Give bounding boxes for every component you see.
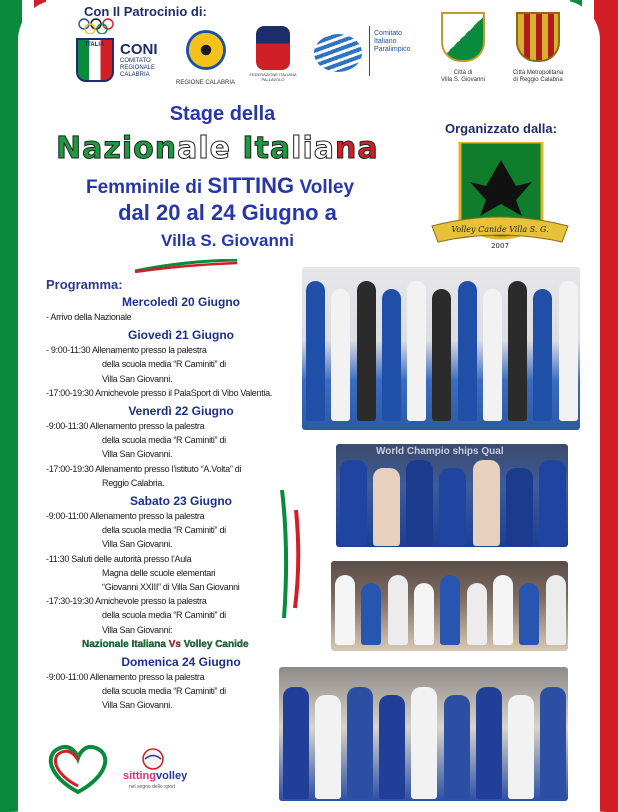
person-figure — [388, 575, 408, 645]
villa-caption-line-1: Città di — [453, 70, 473, 76]
program-line: -9:00-11:00 Allenamento presso la palestra — [46, 671, 205, 682]
program-day-heading: Domenica 24 Giugno — [121, 654, 241, 669]
org-year-text: 2007 — [491, 242, 509, 250]
program-day-heading: Giovedì 21 Giugno — [127, 328, 234, 343]
rc-crest-icon — [516, 12, 560, 62]
patronage-label: Con Il Patrocinio di: — [84, 4, 207, 19]
title-part-white: ale — [177, 131, 243, 166]
match-match-vs: Vs — [165, 638, 184, 650]
program-day-heading: Sabato 23 Giugno — [129, 494, 232, 508]
person-figure — [373, 468, 400, 546]
cip-text — [374, 30, 411, 54]
program-line: Magna delle scuole elementari — [102, 567, 216, 578]
coni-subtitle: COMITATO REGIONALE CALABRIA — [120, 58, 156, 78]
coni-italia-text: ITALIA — [85, 42, 105, 48]
title-dates: dal 20 al 24 Giugno a — [118, 200, 337, 225]
tricolore-stripes-icon — [279, 490, 303, 618]
team-photo-3 — [331, 561, 568, 651]
program-day-heading: Venerdì 22 Giugno — [128, 404, 234, 418]
cip-divider — [369, 26, 370, 76]
person-figure — [432, 289, 451, 421]
person-figure — [407, 281, 426, 421]
program-line: -17:00-19:30 Amichevole presso il PalaSport di Vibo Valentia. — [46, 387, 273, 398]
person-figure — [335, 575, 355, 645]
team-photo-1 — [302, 267, 580, 430]
cip-line-3: Paralimpico — [374, 46, 411, 53]
person-figure — [382, 289, 401, 421]
coni-logo — [76, 38, 176, 82]
program-line: -9:00-11:00 Allenamento presso la palestra — [46, 511, 205, 521]
tricolore-swoosh-icon — [133, 259, 239, 273]
title-part-green-2: Ita — [242, 131, 292, 166]
program-line: Villa San Giovanni. — [102, 373, 173, 384]
program-line: -9:00-11:30 Allenamento presso la palestra — [46, 421, 205, 431]
olympic-rings-icon — [78, 18, 114, 37]
world-championships-banner: World Champio ships Qual — [376, 446, 504, 457]
title-location: Villa S. Giovanni — [161, 231, 294, 250]
volleyball-player-icon — [140, 748, 166, 770]
person-figure — [414, 583, 434, 645]
regione-calabria-logo — [176, 30, 235, 87]
program-line: della scuola media “R Caminiti” di — [102, 435, 226, 446]
program-line: Villa San Giovanni. — [102, 539, 173, 550]
fipav-logo — [242, 26, 304, 82]
person-figure — [546, 575, 566, 645]
program-line: della scuola media “R Caminiti” di — [102, 686, 226, 696]
program-line: della scuola media “R Caminiti” di — [102, 525, 226, 536]
sitting-volley-wordmark — [123, 770, 187, 782]
person-figure — [440, 575, 460, 645]
program-line: -11:30 Saluti delle autorità presso l’Aula — [46, 553, 192, 564]
fipav-caption: FEDERAZIONE ITALIANA PALLAVOLO — [249, 72, 297, 82]
person-figure — [347, 687, 373, 799]
person-figure — [357, 281, 376, 421]
rc-caption-line-2: di Reggio Calabria — [513, 77, 563, 83]
cip-swirl-icon — [314, 34, 362, 72]
program-line: “Giovanni XXIII” di Villa San Giovanni — [102, 582, 240, 592]
cip-line-2: Italiano — [374, 38, 397, 45]
person-figure — [506, 468, 533, 546]
match-match-a: Nazionale Italiana — [82, 638, 166, 650]
match-match-b: Volley Canide — [183, 638, 249, 650]
villa-sg-crest — [438, 12, 488, 84]
organizer-label: Organizzato dalla: — [445, 121, 557, 136]
coni-name: CONI — [120, 41, 158, 58]
program-line: - Arrivo della Nazionale — [46, 312, 132, 322]
person-figure — [473, 460, 500, 546]
sv-word-2: volley — [156, 770, 188, 782]
title-line-3-post: Volley — [294, 177, 355, 198]
title-line-3 — [0, 173, 440, 199]
person-figure — [540, 687, 566, 799]
person-figure — [458, 281, 477, 421]
friendly-match-line — [82, 639, 249, 650]
title-part-green: Nazion — [56, 131, 178, 166]
person-figure — [508, 695, 534, 799]
coni-shield-icon — [76, 38, 114, 82]
person-figure — [379, 695, 405, 799]
title-part-white-2: lia — [291, 131, 335, 166]
cip-logo — [314, 34, 362, 72]
person-figure — [439, 468, 466, 546]
program-line: -17:00-19:30 Allenamento presso l’istituto “A.Volta” di — [46, 463, 242, 474]
sitting-volley-heart-icon — [38, 738, 118, 798]
person-figure — [444, 695, 470, 799]
volley-canide-logo — [430, 142, 570, 260]
person-figure — [411, 687, 437, 799]
team-photo-4 — [279, 667, 568, 801]
regione-caption: REGIONE CALABRIA — [176, 80, 236, 86]
title-line-3-bold: SITTING — [207, 173, 295, 198]
person-figure — [476, 687, 502, 799]
program-line: -17:30-19:30 Amichevole presso la palestra — [46, 596, 207, 607]
person-figure — [467, 583, 487, 645]
program-line: Villa San Giovanni. — [102, 449, 173, 460]
title-line-1: Stage della — [169, 103, 276, 125]
person-figure — [306, 281, 325, 421]
program-line: - 9:00-11:30 Allenamento presso la palestra — [46, 345, 207, 356]
program-label: Programma: — [46, 277, 123, 292]
program-line: della scuola media “R Caminiti” di — [102, 610, 226, 621]
reggio-calabria-crest — [503, 12, 573, 84]
title-nazionale-italiana — [56, 131, 379, 166]
title-part-red: na — [334, 131, 379, 166]
person-figure — [361, 583, 381, 645]
villa-caption-line-2: Villa S. Giovanni — [441, 77, 485, 83]
rc-caption-line-1: Città Metropolitana — [512, 70, 564, 76]
title-line-3-pre: Femminile di — [85, 177, 208, 198]
program-line: Villa San Giovanni. — [102, 700, 173, 711]
org-banner-text: Volley Canide Villa S. G. — [451, 225, 549, 234]
sitting-volley-tagline: nel segno dello sport — [129, 784, 176, 790]
program-line: Villa San Giovanni: — [102, 624, 173, 635]
program-day-heading: Mercoledì 20 Giugno — [121, 295, 241, 309]
person-figure — [340, 460, 367, 546]
person-figure — [315, 695, 341, 799]
villa-caption — [441, 70, 485, 84]
person-figure — [539, 460, 566, 546]
person-figure — [483, 289, 502, 421]
sv-word-1: sitting — [123, 770, 156, 782]
person-figure — [493, 575, 513, 645]
fipav-emblem-icon — [256, 26, 290, 70]
villa-crest-icon — [441, 12, 485, 62]
program-line: Reggio Calabria. — [102, 477, 165, 488]
person-figure — [406, 460, 433, 546]
program-line: della scuola media “R Caminiti” di — [102, 359, 226, 370]
person-figure — [283, 687, 309, 799]
team-photo-2 — [336, 444, 568, 547]
rc-caption — [513, 70, 563, 84]
person-figure — [508, 281, 527, 421]
person-figure — [519, 583, 539, 645]
person-figure — [559, 281, 578, 421]
cip-line-1: Comitato — [374, 30, 403, 37]
person-figure — [331, 289, 350, 421]
person-figure — [533, 289, 552, 421]
calabria-emblem-icon — [186, 30, 226, 70]
